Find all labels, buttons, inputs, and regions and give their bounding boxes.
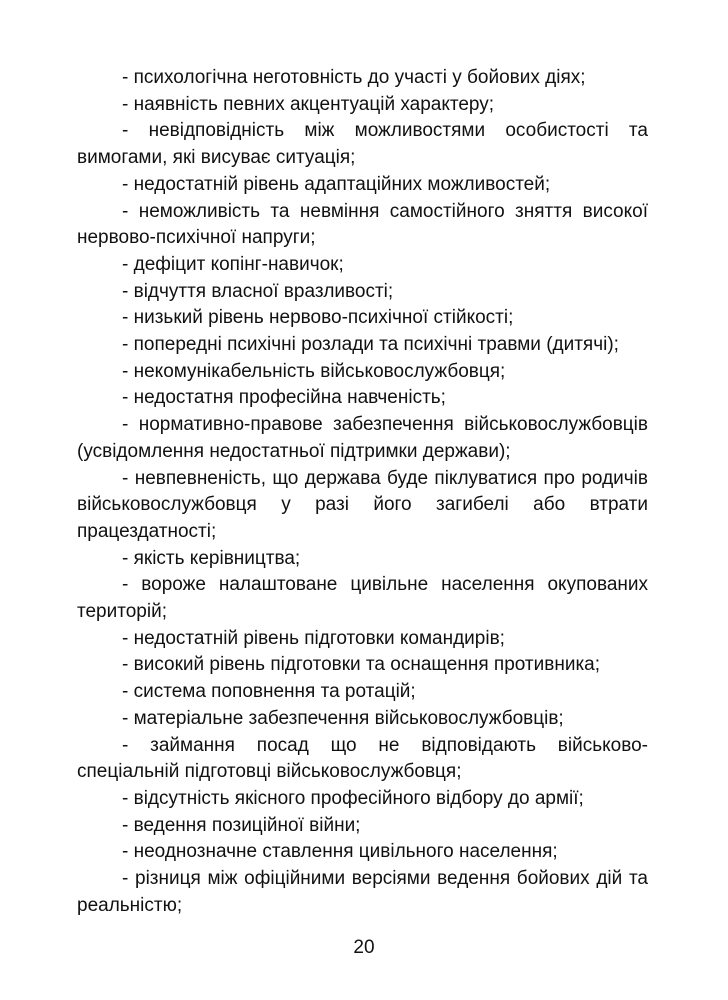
list-item: - відчуття власної вразливості; bbox=[122, 280, 394, 302]
list-item: - відсутність якісного професійного відбору до армії; bbox=[122, 787, 584, 809]
list-item: - неоднозначне ставлення цивільного населення; bbox=[122, 841, 558, 863]
list-item: - психологічна неготовність до участі у бойових діях; bbox=[122, 67, 586, 88]
list-item: - недостатня професійна навченість; bbox=[122, 387, 446, 409]
factor-list bbox=[77, 65, 648, 920]
list-item: - неможливість та невміння самостійного зняття високої нервово-психічної напруги; bbox=[77, 200, 648, 249]
list-item: - різниця між офіційними версіями ведення бойових дій та реальністю; bbox=[77, 868, 648, 916]
list-item: - система поповнення та ротацій; bbox=[122, 681, 416, 703]
list-item: - нормативно-правове забезпечення військовослужбовців (усвідомлення недостатньої підтримки держави); bbox=[77, 414, 648, 462]
list-item: - вороже налаштоване цивільне населення окупованих територій; bbox=[77, 574, 648, 623]
list-item: - недостатній рівень адаптаційних можливостей; bbox=[122, 173, 551, 195]
list-item: - ведення позиційної війни; bbox=[122, 814, 361, 836]
list-item: - недостатній рівень підготовки командирів; bbox=[122, 627, 505, 649]
list-item: - матеріальне забезпечення військовослужбовців; bbox=[122, 707, 564, 729]
list-item: - займання посад що не відповідають військово-спеціальній підготовці військовослужбовця; bbox=[77, 734, 648, 783]
list-item: - некомунікабельність військовослужбовця; bbox=[122, 360, 506, 382]
list-item: - високий рівень підготовки та оснащення противника; bbox=[122, 654, 601, 676]
list-item: - якість керівництва; bbox=[122, 547, 301, 569]
list-item: - невідповідність між можливостями особистості та вимогами, які висуває ситуація; bbox=[77, 120, 648, 169]
list-item: - дефіцит копінг-навичок; bbox=[122, 253, 344, 275]
list-item: - невпевненість, що держава буде піклуватися про родичів військовослужбовця у разі його загибелі або втрати працездатності; bbox=[77, 467, 648, 542]
list-item: - наявність певних акцентуацій характеру; bbox=[122, 93, 495, 115]
list-item: - низький рівень нервово-психічної стійкості; bbox=[122, 307, 514, 329]
list-item: - попередні психічні розлади та психічні травми (дитячі); bbox=[122, 334, 619, 356]
page-number: 20 bbox=[353, 937, 375, 958]
